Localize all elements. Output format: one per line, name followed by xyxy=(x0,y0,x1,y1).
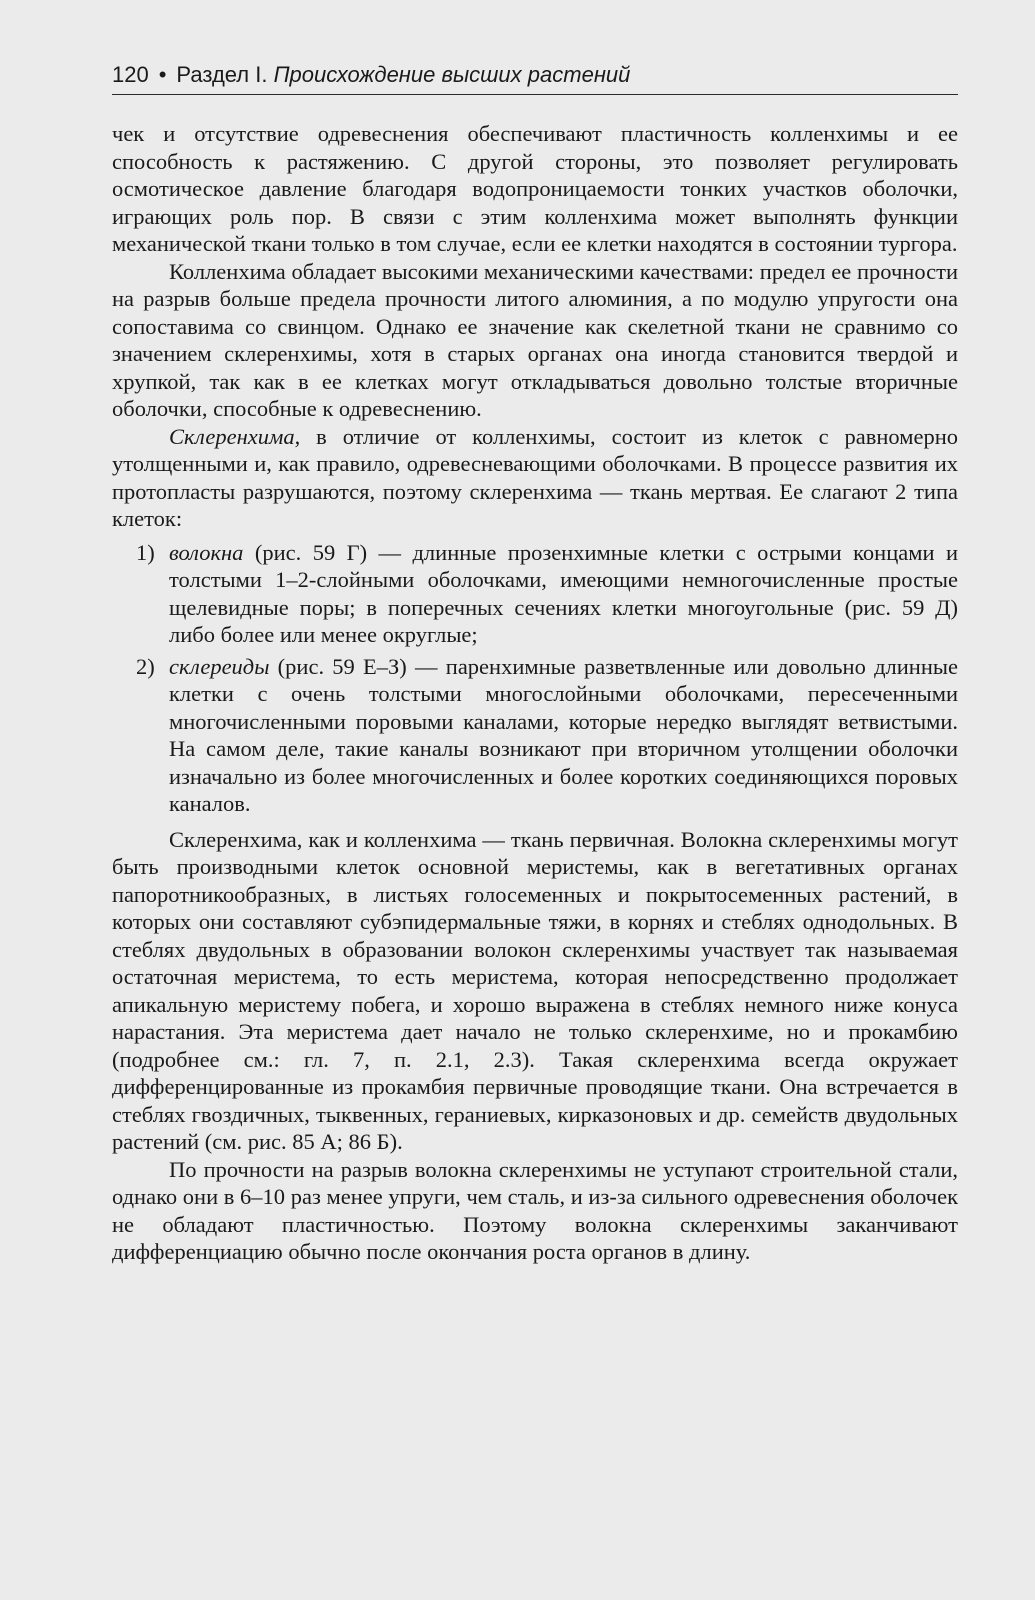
paragraph-sclerenchyma-intro xyxy=(112,423,958,533)
term-fibers: волокна xyxy=(169,539,244,565)
bullet-separator: • xyxy=(158,62,167,87)
paragraph-continuation: чек и отсутствие одревеснения обеспечивают пластичность колленхимы и ее способность к растяжению. С другой стороны, это позволяет регулировать осмотическое давление благодаря водопроницаемости тонких участков оболочки, играющих роль пор. В связи с этим колленхима может выполнять функции механической ткани только в том случае, если ее клетки находятся в состоянии тургора. xyxy=(112,121,958,256)
cell-types-list xyxy=(112,539,958,818)
section-title: Происхождение высших растений xyxy=(273,62,631,87)
list-number: 1) xyxy=(136,539,155,565)
term-sclereids: склереиды xyxy=(169,653,270,679)
running-header xyxy=(112,60,958,95)
paragraph-sclerenchyma-intro-text: , в отличие от колленхимы, состоит из клеток с равномерно утолщенными и, как правило, одревесневающими оболочками. В процессе развития их протопласты разрушаются, поэтому склеренхима — ткань мертвая. Ее слагают 2 типа клеток: xyxy=(112,423,958,531)
list-item-text: (рис. 59 Е–З) — паренхимные разветвленные или довольно длинные клетки с очень толстыми многослойными оболочками, пересеченными многочисленными поровыми каналами, которые нередко выглядят ветвистыми. На самом деле, такие каналы возникают при вторичном утолщении оболочки изначально из более многочисленных и более коротких соединяющихся поровых каналов. xyxy=(169,653,958,816)
list-number: 2) xyxy=(136,653,155,679)
list-item-sclereids xyxy=(112,653,958,818)
paragraph-collenchyma-properties: Колленхима обладает высокими механическими качествами: предел ее прочности на разрыв больше предела прочности литого алюминия, а по модулю упругости она сопоставима со свинцом. Однако ее значение как скелетной ткани не сравнимо со значением склеренхимы, хотя в старых органах она иногда становится твердой и хрупкой, так как в ее клетках могут откладываться довольно толстые вторичные оболочки, способные к одревеснению. xyxy=(112,258,958,421)
term-sclerenchyma: Склеренхима xyxy=(169,423,295,449)
section-label: Раздел I. xyxy=(176,62,268,87)
paragraph-sclerenchyma-origin: Склеренхима, как и колленхима — ткань первичная. Волокна склеренхимы могут быть производными клеток основной меристемы, как в вегетативных органах папоротникообразных, в листьях голосеменных и покрытосеменных растений, в которых они составляют субэпидермальные тяжи, в корнях и стеблях однодольных. В стеблях двудольных в образовании волокон склеренхимы участвует так называемая остаточная меристема, то есть меристема, которая непосредственно продолжает апикальную меристему побега, и хорошо выражена в стеблях немного ниже конуса нарастания. Эта меристема дает начало не только склеренхиме, но и прокамбию (подробнее см.: гл. 7, п. 2.1, 2.3). Такая склеренхима всегда окружает дифференцированные из прокамбия первичные проводящие ткани. Она встречается в стеблях гвоздичных, тыквенных, гераниевых, кирказоновых и др. семейств двудольных растений (см. рис. 85 А; 86 Б). xyxy=(112,826,958,1154)
page-number: 120 xyxy=(112,62,149,87)
list-item-text: (рис. 59 Г) — длинные прозенхимные клетки с острыми концами и толстыми 1–2-слойными оболочками, имеющими немногочисленные простые щелевидные поры; в поперечных сечениях клетки многоугольные (рис. 59 Д) либо более или менее округлые; xyxy=(169,539,958,647)
list-item-fibers xyxy=(112,539,958,649)
paragraph-sclerenchyma-strength: По прочности на разрыв волокна склеренхимы не уступают строительной стали, однако они в 6–10 раз менее упруги, чем сталь, и из-за сильного одревеснения оболочек не обладают пластичностью. Поэтому волокна склеренхимы заканчивают дифференциацию обычно после окончания роста органов в длину. xyxy=(112,1156,958,1264)
body-text xyxy=(112,120,958,1266)
